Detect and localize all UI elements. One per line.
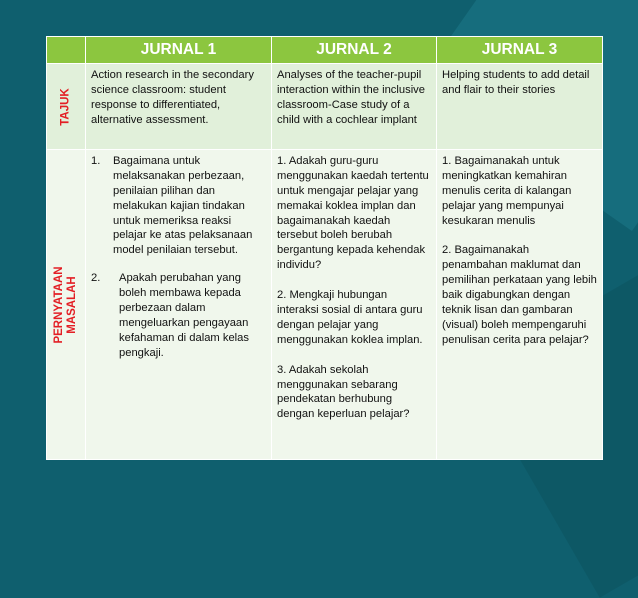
masalah-cell-jurnal-1	[86, 150, 272, 460]
list-item	[91, 271, 266, 360]
paragraph: 3. Adakah sekolah menggunakan sebarang pendekatan berhubung dengan keperluan pelajar?	[277, 363, 410, 421]
pernyataan-masalah-row	[47, 150, 603, 460]
list-text: Apakah perubahan yang boleh membawa kepada perbezaan dalam mengeluarkan pengayaan kefahaman di dalam kelas pengkaji.	[119, 272, 249, 359]
row-label-pernyataan-masalah	[47, 150, 86, 460]
list-number: 1.	[91, 155, 101, 167]
list-number: 2.	[91, 272, 101, 285]
label-line-2: MASALAH	[66, 275, 78, 334]
header-row	[47, 37, 603, 64]
paragraph: 2. Mengkaji hubungan interaksi sosial di antara guru dengan pelajar yang menggunakan koklea implan.	[277, 289, 423, 346]
cell-text: Analyses of the teacher-pupil interaction within the inclusive classroom-Case study of a child with a cochlear implant	[277, 69, 425, 126]
masalah-cell-jurnal-2	[272, 150, 437, 460]
list-text: Bagaimana untuk melaksanakan perbezaan, penilaian pilihan dan melakukan kajian tindakan untuk memeriksa reaksi pelajar ke atas pelaksanaan model penilaian tersebut.	[113, 155, 253, 257]
tajuk-cell-jurnal-3	[437, 64, 603, 150]
numbered-list	[91, 154, 266, 361]
row-label-pernyataan-masalah-text	[53, 266, 79, 343]
header-jurnal-1: JURNAL 1	[86, 37, 272, 64]
header-jurnal-2: JURNAL 2	[272, 37, 437, 64]
tajuk-cell-jurnal-1	[86, 64, 272, 150]
header-corner	[47, 37, 86, 64]
paragraph: 1. Bagaimanakah untuk meningkatkan kemahiran menulis cerita di kalangan pelajar yang mempunyai kesukaran menulis	[442, 155, 572, 227]
row-label-tajuk-text: TAJUK	[59, 87, 72, 126]
paragraph: 1. Adakah guru-guru menggunakan kaedah tertentu untuk mengajar pelajar yang memakai koklea implan dan bagaimanakah kaedah tersebut boleh berubah bergantung kepada kehendak individu?	[277, 155, 429, 272]
cell-text: Action research in the secondary science classroom: student response to differentiated, alternative assessment.	[91, 69, 254, 126]
comparison-table	[46, 36, 603, 460]
masalah-cell-jurnal-3	[437, 150, 603, 460]
paragraph: 2. Bagaimanakah penambahan maklumat dan pemilihan perkataan yang lebih baik digabungkan dengan teknik lisan dan gambaran (visual) boleh mempengaruhi penulisan cerita para pelajar?	[442, 244, 597, 346]
header-jurnal-3: JURNAL 3	[437, 37, 603, 64]
list-item	[91, 154, 266, 258]
row-label-tajuk	[47, 64, 86, 150]
cell-text: Helping students to add detail and flair to their stories	[442, 69, 590, 96]
tajuk-row	[47, 64, 603, 150]
tajuk-cell-jurnal-2	[272, 64, 437, 150]
label-line-1: PERNYATAAN	[52, 265, 65, 344]
